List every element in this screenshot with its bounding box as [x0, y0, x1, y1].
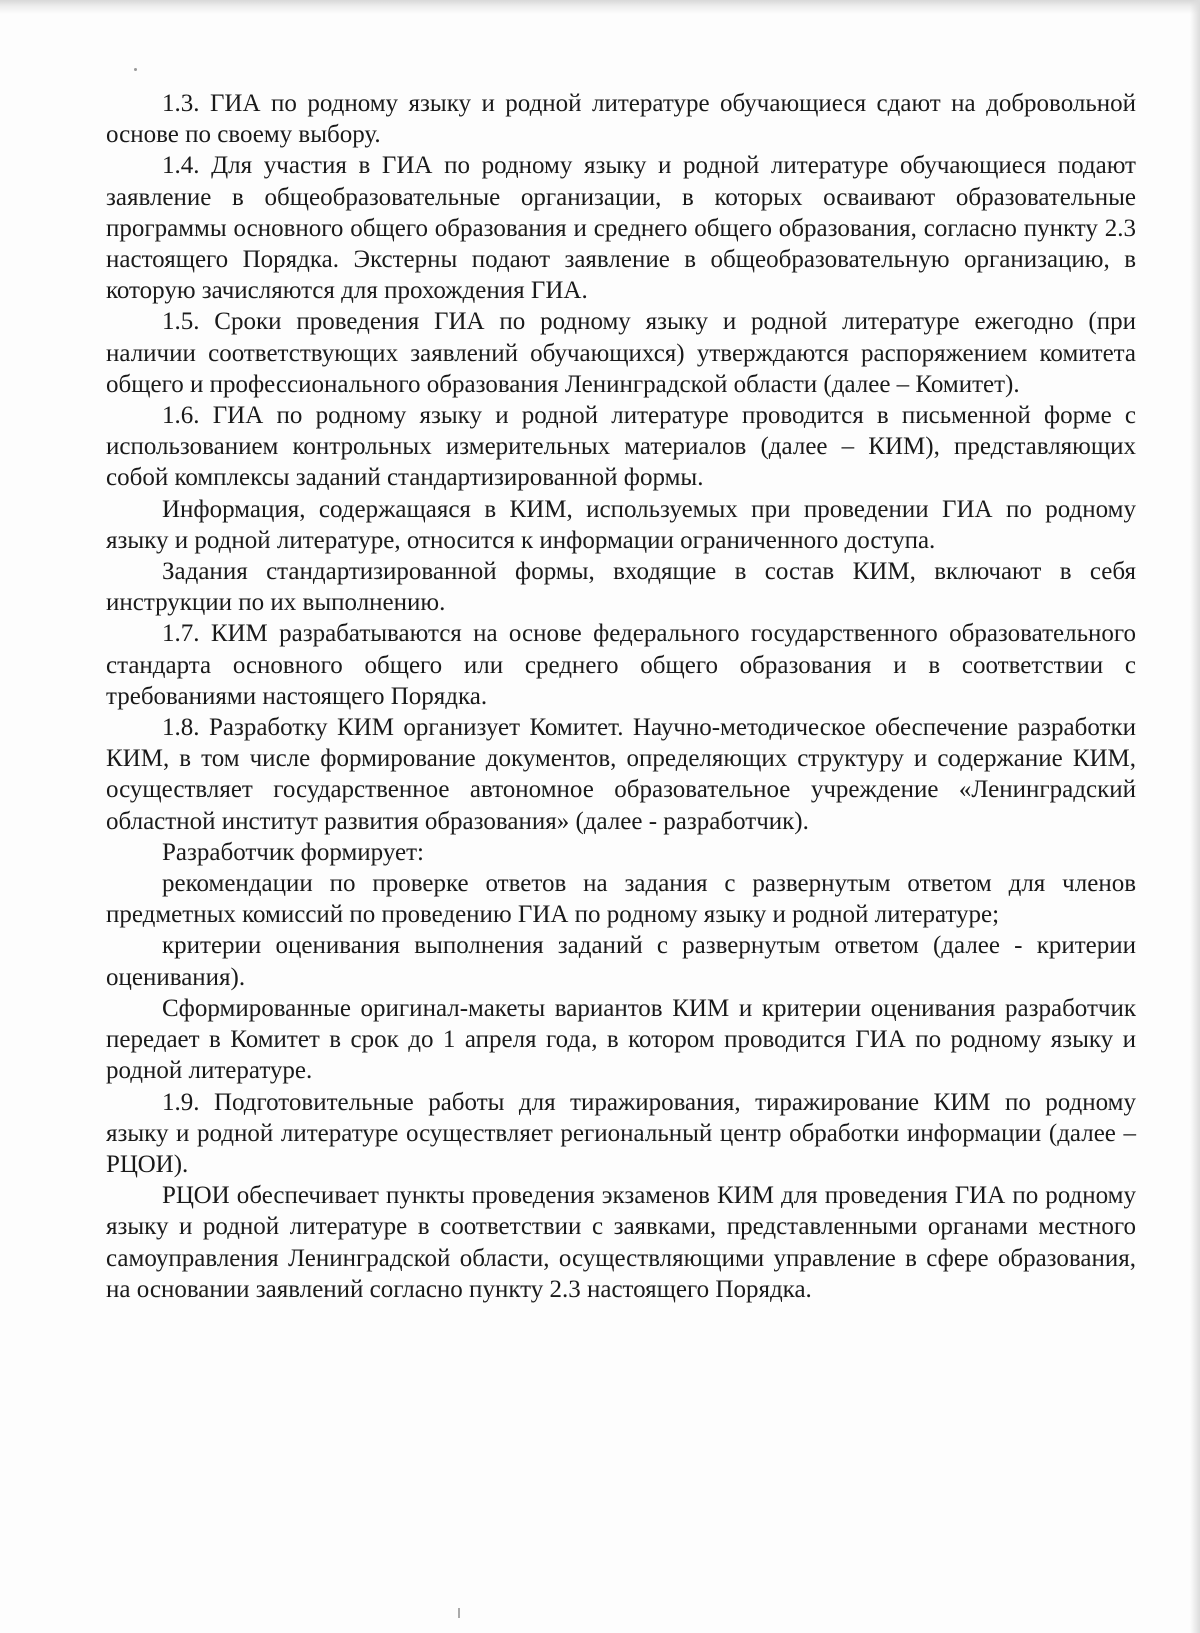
document-body [106, 88, 1136, 1305]
paragraph-1-6: 1.6. ГИА по родному языку и родной литературе проводится в письменной форме с использованием контрольных измерительных материалов (далее – КИМ), представляющих собой комплексы заданий стандартизированной формы. [106, 402, 1136, 492]
paragraph-1-3: 1.3. ГИА по родному языку и родной литературе обучающиеся сдают на добровольной основе по своему выбору. [106, 90, 1136, 149]
paragraph-kim-tasks: Задания стандартизированной формы, входящие в состав КИМ, включают в себя инструкции по их выполнению. [106, 558, 1136, 617]
paragraph-1-8: 1.8. Разработку КИМ организует Комитет. Научно-методическое обеспечение разработки КИМ, в том числе формирование документов, определяющих структуру и содержание КИМ, осуществляет государственное автономное образовательное учреждение «Ленинградский областной институт развития образования» (далее - разработчик). [106, 714, 1136, 835]
paragraph-layouts: Сформированные оригинал-макеты вариантов КИМ и критерии оценивания разработчик передает в Комитет в срок до 1 апреля года, в котором проводится ГИА по родному языку и родной литературе. [106, 994, 1136, 1085]
paragraph-kim-info: Информация, содержащаяся в КИМ, используемых при проведении ГИА по родному языку и родной литературе, относится к информации ограниченного доступа. [106, 495, 1136, 554]
scan-top-edge [0, 0, 1200, 14]
paragraph-1-5: 1.5. Сроки проведения ГИА по родному языку и родной литературе ежегодно (при наличии соответствующих заявлений обучающихся) утверждаются распоряжением комитета общего и профессионального образования Ленинградской области (далее – Комитет). [106, 308, 1136, 398]
paragraph-1-7: 1.7. КИМ разрабатываются на основе федерального государственного образовательного стандарта основного общего или среднего общего образования и в соответствии с требованиями настоящего Порядка. [106, 620, 1136, 710]
scan-speck [134, 68, 137, 71]
paragraph-rcoi: РЦОИ обеспечивает пункты проведения экзаменов КИМ для проведения ГИА по родному языку и родной литературе в соответствии с заявками, представленными органами местного самоуправления Ленинградской области, осуществляющими управление в сфере образования, на основании заявлений согласно пункту 2.3 настоящего Порядка. [106, 1182, 1136, 1303]
scan-speck-bottom [458, 1608, 460, 1618]
scan-right-edge [1190, 0, 1200, 1633]
paragraph-criteria: критерии оценивания выполнения заданий с развернутым ответом (далее - критерии оценивания). [106, 932, 1136, 991]
paragraph-developer-forms: Разработчик формирует: [162, 838, 424, 866]
paragraph-1-9: 1.9. Подготовительные работы для тиражирования, тиражирование КИМ по родному языку и родной литературе осуществляет региональный центр обработки информации (далее – РЦОИ). [106, 1088, 1136, 1178]
paragraph-recommendations: рекомендации по проверке ответов на задания с развернутым ответом для членов предметных комиссий по проведению ГИА по родному языку и родной литературе; [106, 870, 1136, 929]
paragraph-1-4: 1.4. Для участия в ГИА по родному языку и родной литературе обучающиеся подают заявление в общеобразовательные организации, в которых осваивают образовательные программы основного общего образования и среднего общего образования, согласно пункту 2.3 настоящего Порядка. Экстерны подают заявление в общеобразовательную организацию, в которую зачисляются для прохождения ГИА. [106, 152, 1136, 305]
